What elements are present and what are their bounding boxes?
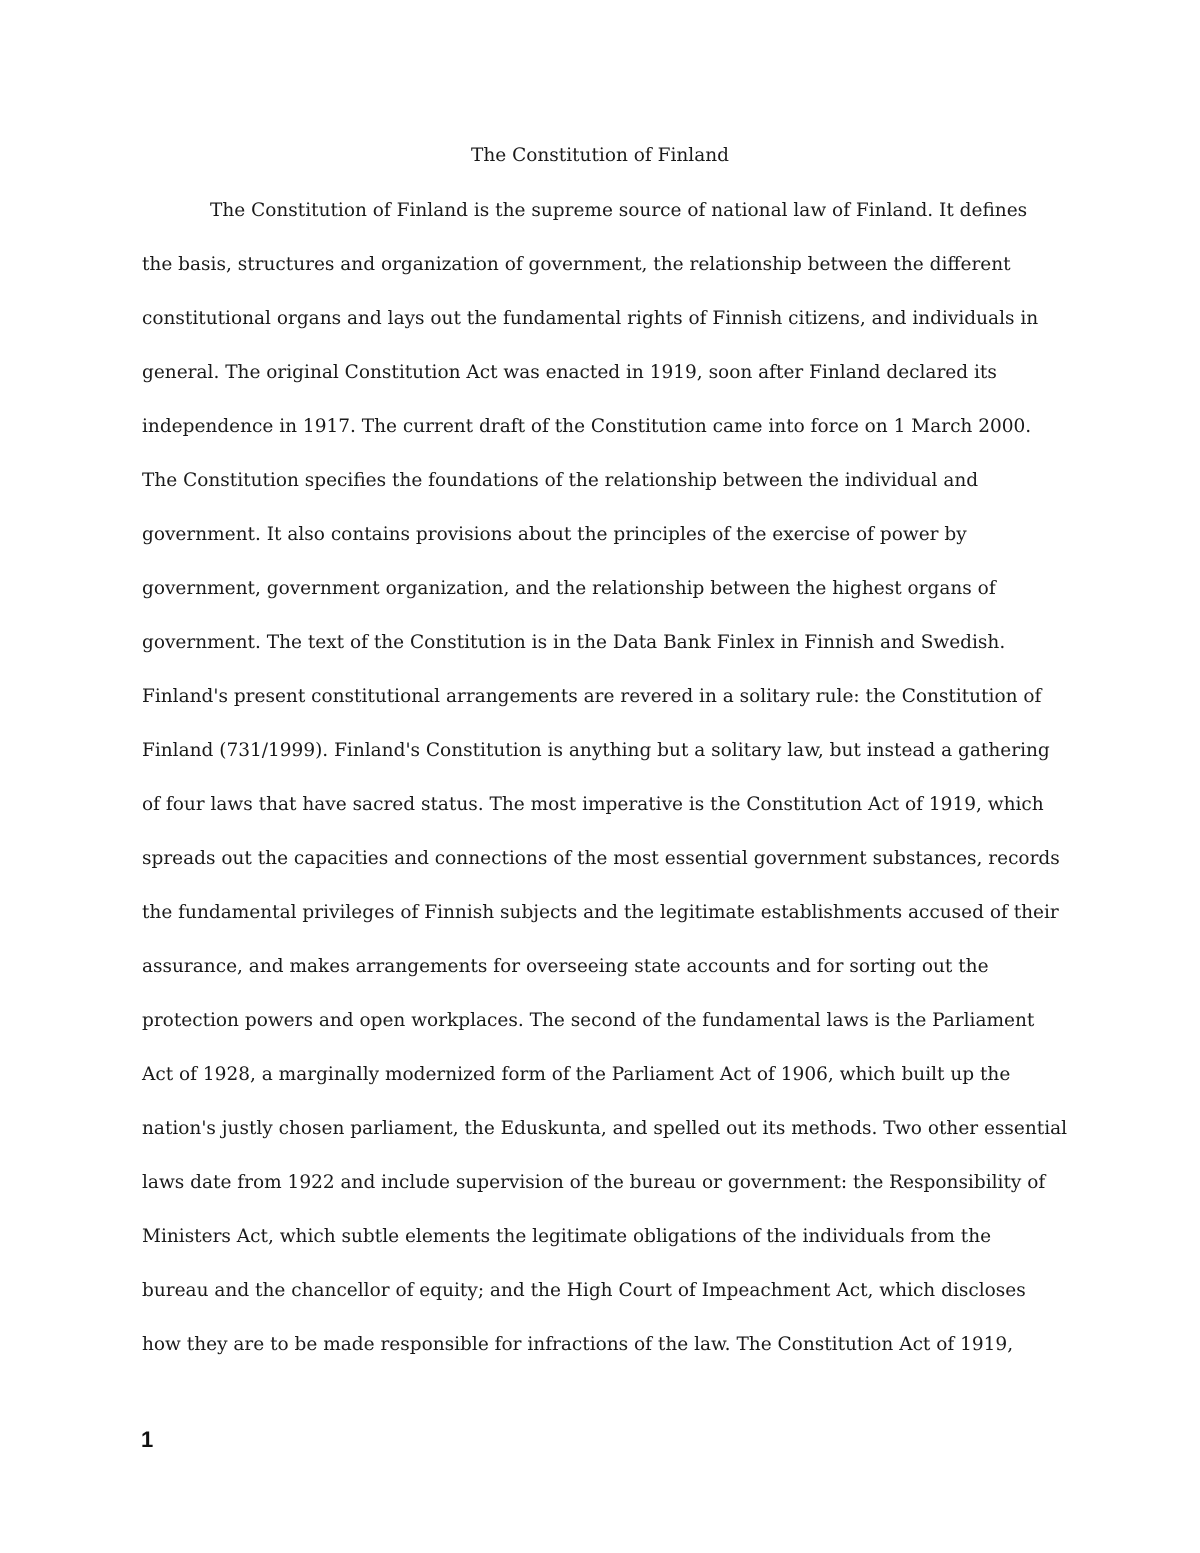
body-line: government. It also contains provisions about the principles of the exercise of power by	[142, 524, 967, 545]
body-line: independence in 1917. The current draft of the Constitution came into force on 1 March 2000.	[142, 416, 1032, 437]
body-line: The Constitution of Finland is the supreme source of national law of Finland. It defines	[210, 200, 1028, 221]
document-title: The Constitution of Finland	[470, 145, 729, 166]
body-line: protection powers and open workplaces. The second of the fundamental laws is the Parliament	[142, 1010, 1035, 1031]
body-line: the fundamental privileges of Finnish subjects and the legitimate establishments accused of their	[142, 902, 1059, 923]
body-line: how they are to be made responsible for infractions of the law. The Constitution Act of 1919,	[142, 1334, 1014, 1355]
body-line: laws date from 1922 and include supervision of the bureau or government: the Responsibility of	[142, 1172, 1046, 1193]
body-line: Finland's present constitutional arrangements are revered in a solitary rule: the Constitution of	[142, 686, 1042, 707]
body-line: assurance, and makes arrangements for overseeing state accounts and for sorting out the	[142, 956, 989, 977]
body-line: the basis, structures and organization of government, the relationship between the different	[142, 254, 1011, 275]
body-line: general. The original Constitution Act was enacted in 1919, soon after Finland declared its	[142, 362, 997, 383]
body-line: constitutional organs and lays out the fundamental rights of Finnish citizens, and individuals in	[142, 308, 1039, 329]
page-number: 1	[141, 1427, 154, 1452]
document-body	[142, 196, 1072, 1384]
body-line: government, government organization, and the relationship between the highest organs of	[142, 578, 996, 599]
body-line: of four laws that have sacred status. The most imperative is the Constitution Act of 1919, which	[142, 794, 1044, 815]
body-line: nation's justly chosen parliament, the Eduskunta, and spelled out its methods. Two other essential	[142, 1118, 1068, 1139]
body-line: Act of 1928, a marginally modernized form of the Parliament Act of 1906, which built up the	[142, 1064, 1011, 1085]
body-line: Ministers Act, which subtle elements the legitimate obligations of the individuals from the	[142, 1226, 992, 1247]
body-line: spreads out the capacities and connections of the most essential government substances, records	[142, 848, 1060, 869]
body-line: government. The text of the Constitution is in the Data Bank Finlex in Finnish and Swedish.	[142, 632, 1006, 653]
body-line: The Constitution specifies the foundations of the relationship between the individual and	[142, 470, 979, 491]
body-line: bureau and the chancellor of equity; and the High Court of Impeachment Act, which discloses	[142, 1280, 1026, 1301]
body-line: Finland (731/1999). Finland's Constitution is anything but a solitary law, but instead a gathering	[142, 740, 1050, 761]
